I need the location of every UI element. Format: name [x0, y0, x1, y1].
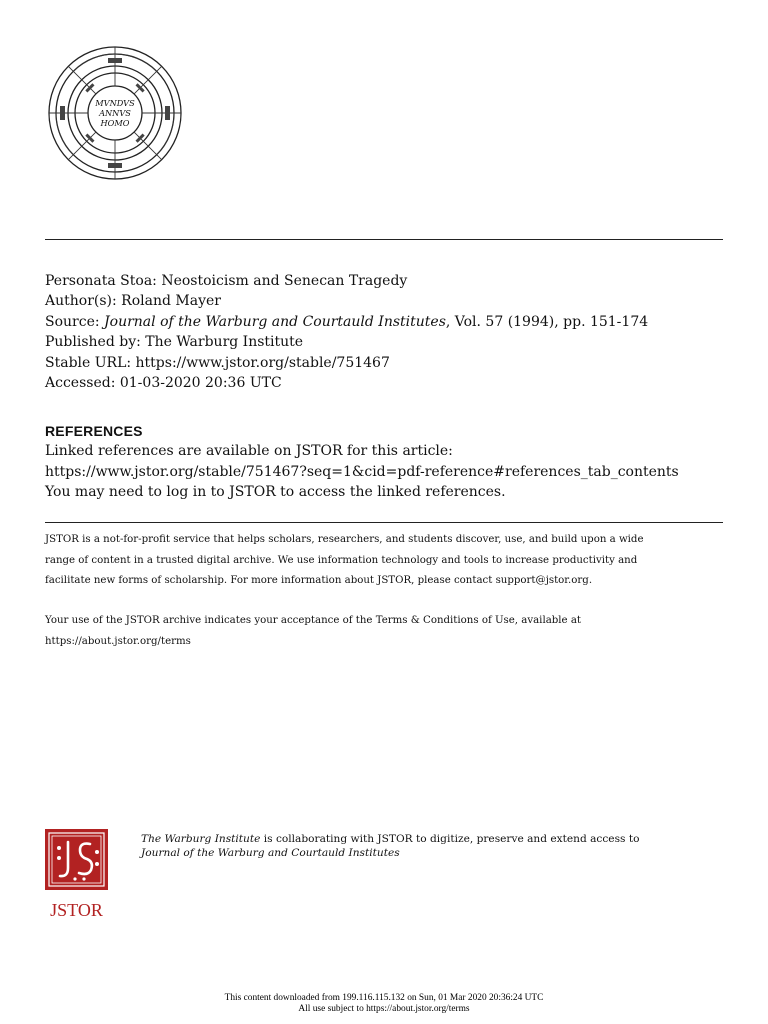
footer-line-2: All use subject to https://about.jstor.org/terms: [298, 1003, 470, 1014]
middle-divider: [45, 522, 723, 523]
article-metadata: [45, 271, 725, 393]
article-authors: Author(s): Roland Mayer: [45, 293, 221, 310]
terms-line-1: Your use of the JSTOR archive indicates your acceptance of the Terms & Conditions of Use, available at: [45, 615, 581, 626]
jstor-notice: [45, 530, 725, 592]
notice-line-3: facilitate new forms of scholarship. For more information about JSTOR, please contact support@jstor.org.: [45, 575, 593, 586]
article-source: Source: Journal of the Warburg and Courtauld Institutes, Vol. 57 (1994), pp. 151-174: [45, 313, 649, 330]
publisher-name: The Warburg Institute: [141, 833, 261, 845]
accessed-date: Accessed: 01-03-2020 20:36 UTC: [45, 375, 282, 392]
collaboration-statement: The Warburg Institute is collaborating with JSTOR to digitize, preserve and extend access to Journal of the Warburg and Courtauld Institutes: [141, 833, 640, 859]
references-line-3: You may need to log in to JSTOR to access the linked references.: [45, 484, 506, 501]
terms-notice: [45, 611, 725, 652]
journal-name: Journal of the Warburg and Courtauld Institutes: [141, 847, 400, 859]
stable-url[interactable]: Stable URL: https://www.jstor.org/stable/751467: [45, 354, 390, 371]
references-heading: REFERENCES: [45, 423, 143, 439]
svg-text:MVNDVS: MVNDVS: [95, 98, 135, 108]
notice-line-1: JSTOR is a not-for-profit service that helps scholars, researchers, and students discover, use, and build upon a wide: [45, 534, 644, 545]
svg-text:HOMO: HOMO: [100, 118, 130, 128]
article-publisher: Published by: The Warburg Institute: [45, 334, 304, 351]
notice-line-2: range of content in a trusted digital archive. We use information technology and tools to increase productivity and: [45, 554, 638, 566]
article-title: Personata Stoa: Neostoicism and Senecan Tragedy: [45, 273, 408, 289]
top-divider: [45, 239, 723, 240]
svg-text:ANNVS: ANNVS: [99, 108, 131, 118]
download-footer: [0, 993, 768, 1014]
jstor-logo: [44, 828, 110, 920]
svg-text:JSTOR: JSTOR: [50, 900, 103, 920]
warburg-institute-logo: [44, 42, 186, 184]
references-line-1: Linked references are available on JSTOR for this article:: [45, 443, 453, 460]
source-journal: Journal of the Warburg and Courtauld Institutes: [104, 313, 446, 330]
terms-link[interactable]: https://about.jstor.org/terms: [45, 635, 191, 647]
footer-line-1: This content downloaded from 199.116.115.132 on Sun, 01 Mar 2020 20:36:24 UTC: [224, 993, 544, 1003]
references-section: [45, 421, 735, 503]
references-link[interactable]: https://www.jstor.org/stable/751467?seq=1&cid=pdf-reference#references_tab_contents: [45, 463, 679, 480]
